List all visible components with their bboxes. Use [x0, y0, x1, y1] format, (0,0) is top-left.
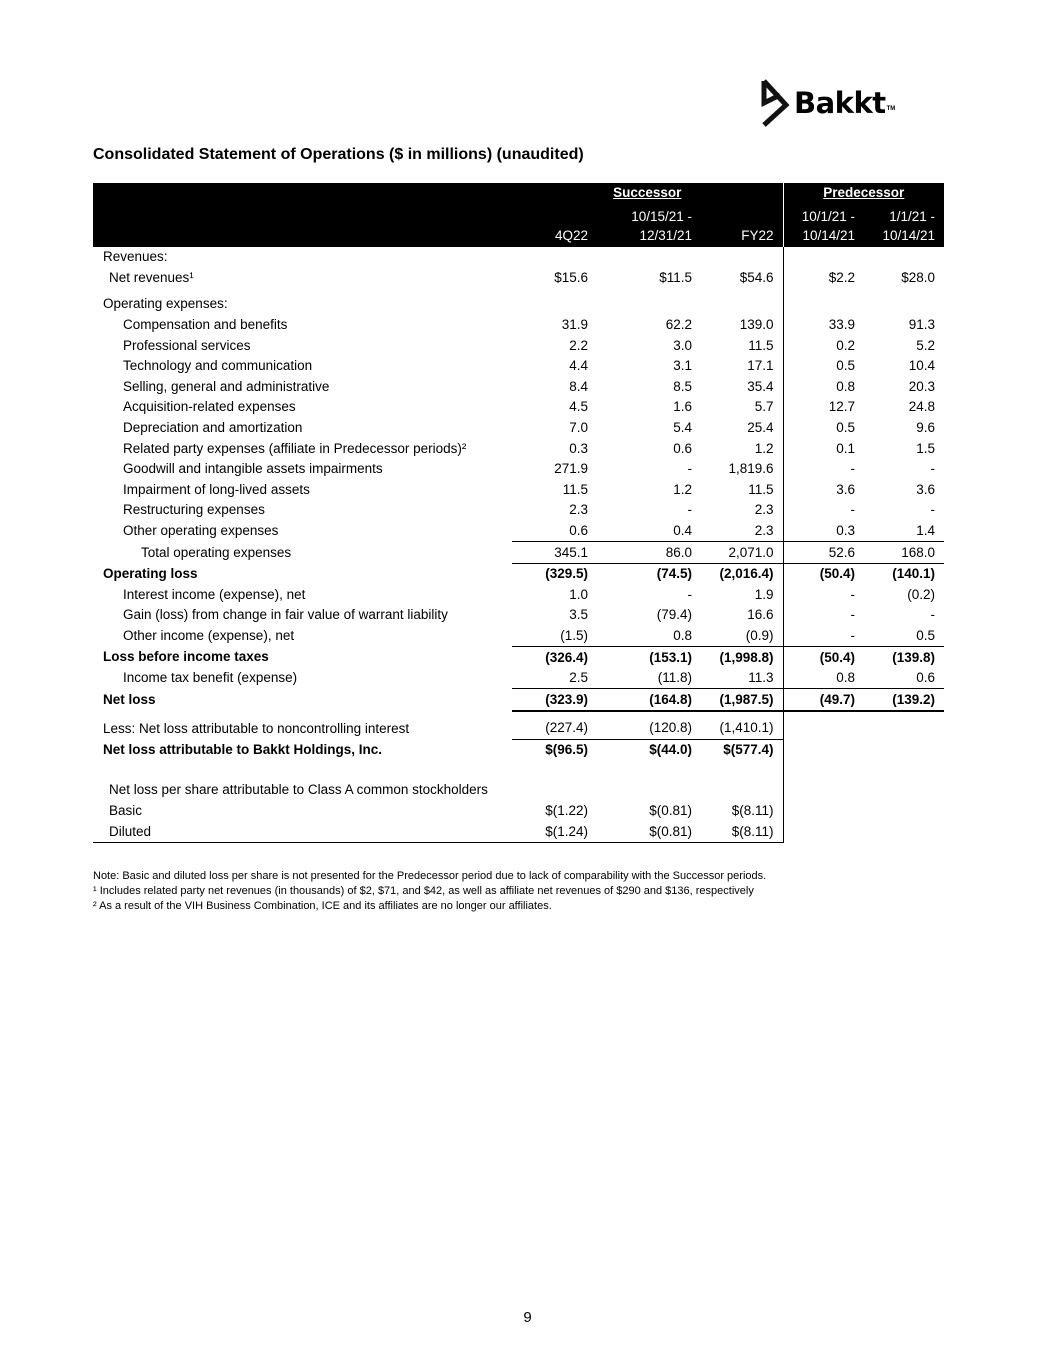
row-label: Less: Net loss attributable to noncontrolling interest [103, 720, 410, 736]
footnote-note: Note: Basic and diluted loss per share is not presented for the Predecessor period due to lack of comparability with the Successor periods. [93, 870, 767, 882]
cell-value: 8.5 [673, 378, 692, 394]
table-row-nci [93, 718, 944, 739]
cell-value: 0.3 [569, 440, 588, 456]
page-title: Consolidated Statement of Operations ($ in millions) (unaudited) [93, 146, 584, 163]
cell-value: $11.5 [659, 269, 692, 285]
table-row-impairment [93, 480, 944, 501]
row-label: Net loss attributable to Bakkt Holdings, Inc. [103, 741, 383, 757]
table-row-net-revenues [93, 268, 944, 289]
table-row-diluted [93, 821, 944, 842]
row-label: Impairment of long-lived assets [123, 481, 310, 497]
statement-of-operations-table [93, 183, 944, 843]
cell-value: 31.9 [561, 317, 588, 333]
cell-value: - [850, 627, 856, 643]
table-row-net-loss-bakkt [93, 739, 944, 760]
cell-value: - [850, 502, 856, 518]
cell-value: - [850, 607, 856, 623]
table-row-related-party [93, 438, 944, 459]
cell-value: $(8.11) [701, 801, 783, 822]
cell-value: 0.6 [569, 523, 588, 539]
cell-value: 91.3 [908, 317, 936, 333]
row-label: Other operating expenses [123, 523, 279, 539]
cell-value: 8.4 [569, 378, 588, 394]
row-label: Professional services [123, 337, 251, 353]
section-label: Operating expenses: [103, 296, 228, 312]
cell-value: (1,987.5) [701, 689, 783, 711]
cell-value: 271.9 [554, 461, 588, 477]
cell-value: 3.5 [569, 607, 588, 623]
cell-value: 17.1 [701, 356, 783, 377]
cell-value: 4.5 [569, 399, 588, 415]
cell-value: (139.8) [864, 647, 944, 668]
cell-value: 20.3 [908, 378, 936, 394]
predecessor-header: Predecessor [783, 183, 944, 203]
row-label: Acquisition-related expenses [123, 399, 296, 415]
col-pred-b: 1/1/21 - 10/14/21 [864, 203, 944, 247]
cell-value: 1.2 [673, 481, 692, 497]
successor-header: Successor [512, 183, 783, 203]
cell-value: 345.1 [512, 542, 597, 564]
cell-value: 5.4 [673, 420, 692, 436]
cell-value: 10.4 [908, 358, 936, 374]
table-row-loss-before-tax [93, 647, 944, 668]
section-row-operating-expenses [93, 294, 944, 315]
cell-value: 0.6 [916, 670, 936, 686]
row-label: Net loss [103, 692, 156, 708]
table-row-acquisition [93, 397, 944, 418]
row-label: Net revenues¹ [109, 269, 194, 285]
row-label: Technology and communication [123, 358, 313, 374]
cell-value: 168.0 [864, 542, 944, 564]
row-label: Depreciation and amortization [123, 420, 303, 436]
cell-value: 24.8 [908, 399, 936, 415]
cell-value: 0.5 [836, 358, 856, 374]
table-row-depreciation [93, 418, 944, 439]
cell-value: (139.2) [864, 689, 944, 711]
cell-value: (74.5) [597, 563, 701, 584]
cell-value: 3.0 [673, 337, 692, 353]
cell-value: 0.1 [836, 440, 856, 456]
row-label: Basic [109, 803, 143, 819]
cell-value: $(1.22) [545, 803, 588, 819]
cell-value: 3.6 [836, 481, 856, 497]
cell-value: 25.4 [701, 418, 783, 439]
cell-value: 3.1 [673, 358, 692, 374]
cell-value: 86.0 [597, 542, 701, 564]
cell-value: 0.5 [916, 627, 936, 643]
row-label: Compensation and benefits [123, 317, 288, 333]
section-row-eps [93, 776, 944, 801]
table-row-net-loss [93, 689, 944, 711]
cell-value: 0.3 [836, 523, 856, 539]
row-label: Income tax benefit (expense) [123, 670, 298, 686]
table-row-basic [93, 801, 944, 822]
cell-value: 5.2 [916, 337, 936, 353]
cell-value: (1,410.1) [701, 718, 783, 739]
section-row-revenues: Revenues: [93, 247, 944, 268]
bakkt-logo [760, 78, 895, 128]
cell-value: $(8.11) [701, 821, 783, 842]
logo-wordmark: Bakkt [794, 86, 886, 120]
cell-value: 1.2 [701, 438, 783, 459]
cell-value: 1,819.6 [701, 459, 783, 480]
cell-value: (0.9) [701, 626, 783, 647]
table-row-other-opex [93, 521, 944, 542]
cell-value: 11.3 [701, 668, 783, 689]
cell-value: $54.6 [701, 268, 783, 289]
cell-value: 11.5 [701, 335, 783, 356]
cell-value: 2.3 [569, 502, 588, 518]
cell-value: (50.4) [783, 563, 864, 584]
cell-value: 0.5 [836, 420, 856, 436]
row-label: Related party expenses (affiliate in Predecessor periods)² [123, 440, 467, 456]
row-label: Goodwill and intangible assets impairments [123, 461, 383, 477]
table-row-other-income [93, 626, 944, 647]
cell-value: 12.7 [828, 399, 856, 415]
cell-value: 0.6 [673, 440, 692, 456]
cell-value: (79.4) [656, 607, 692, 623]
row-label: Total operating expenses [141, 544, 292, 560]
table-row-compensation [93, 315, 944, 336]
cell-value: (1.5) [560, 627, 588, 643]
cell-value: 2.3 [701, 500, 783, 521]
cell-value: 1.6 [673, 399, 692, 415]
cell-value: (326.4) [512, 647, 597, 668]
cell-value: 5.7 [701, 397, 783, 418]
cell-value: (323.9) [512, 689, 597, 711]
cell-value: $(0.81) [649, 803, 692, 819]
cell-value: 35.4 [701, 377, 783, 398]
footnote-1: ¹ Includes related party net revenues (in thousands) of $2, $71, and $42, as well as affiliate net revenues of $290 and $136, respectively [93, 885, 754, 897]
table-row-warrant [93, 605, 944, 626]
table-row-sga [93, 377, 944, 398]
cell-value: $(577.4) [701, 739, 783, 760]
cell-value: 33.9 [828, 317, 856, 333]
cell-value: 0.8 [836, 378, 856, 394]
cell-value: - [687, 461, 692, 477]
cell-value: (11.8) [657, 670, 692, 686]
row-label: Other income (expense), net [123, 628, 295, 644]
cell-value: (164.8) [597, 689, 701, 711]
spacer-row [93, 711, 944, 718]
cell-value: $2.2 [828, 269, 856, 285]
cell-value: 0.8 [836, 670, 856, 686]
table-row-professional [93, 335, 944, 356]
table-row-interest [93, 585, 944, 606]
logo-trademark: TM [886, 106, 896, 112]
cell-value: 2.2 [569, 337, 588, 353]
cell-value: - [850, 461, 856, 477]
header-group-row [93, 183, 944, 203]
cell-value: 139.0 [701, 315, 783, 336]
table-row-tax [93, 668, 944, 689]
col-succ-period: 10/15/21 - 12/31/21 [597, 203, 701, 247]
cell-value: 1.9 [701, 585, 783, 606]
cell-value: - [687, 502, 692, 518]
table-row-operating-loss [93, 563, 944, 584]
cell-value: 7.0 [569, 420, 588, 436]
cell-value: 62.2 [665, 317, 692, 333]
cell-value: (120.8) [649, 720, 692, 736]
cell-value: (50.4) [783, 647, 864, 668]
eps-label: Net loss per share attributable to Class A common stockholders [109, 782, 488, 798]
table-row-total-opex [93, 542, 944, 564]
cell-value: (153.1) [597, 647, 701, 668]
cell-value: - [930, 502, 936, 518]
cell-value: - [930, 607, 936, 623]
cell-value: (140.1) [864, 563, 944, 584]
cell-value: 0.8 [673, 627, 692, 643]
table-row-goodwill [93, 459, 944, 480]
cell-value: 52.6 [783, 542, 864, 564]
cell-value: (329.5) [512, 563, 597, 584]
cell-value: - [930, 461, 936, 477]
cell-value: $(44.0) [597, 739, 701, 760]
cell-value: 4.4 [569, 358, 588, 374]
cell-value: 1.5 [916, 440, 936, 456]
cell-value: 16.6 [701, 605, 783, 626]
row-label: Interest income (expense), net [123, 586, 306, 602]
cell-value: 9.6 [916, 420, 936, 436]
header-period-row [93, 203, 944, 247]
cell-value: (2,016.4) [701, 563, 783, 584]
cell-value: 0.4 [673, 523, 692, 539]
footnotes [93, 869, 766, 914]
cell-value: 0.2 [836, 337, 856, 353]
row-label: Diluted [93, 821, 512, 842]
cell-value: (1,998.8) [701, 647, 783, 668]
row-label: Gain (loss) from change in fair value of warrant liability [123, 607, 448, 623]
row-label: Operating loss [103, 565, 198, 581]
row-label: Selling, general and administrative [123, 378, 330, 394]
cell-value: (0.2) [907, 586, 936, 602]
cell-value: $(96.5) [512, 739, 597, 760]
page-number: 9 [523, 1309, 532, 1326]
cell-value: 2.5 [569, 670, 588, 686]
spacer-row [93, 760, 944, 776]
table-row-restructuring [93, 500, 944, 521]
bakkt-logo-icon [760, 79, 790, 127]
col-4q22: 4Q22 [512, 203, 597, 247]
cell-value: 2,071.0 [701, 542, 783, 564]
cell-value: 11.5 [701, 480, 783, 501]
table-row-technology [93, 356, 944, 377]
cell-value: 2.3 [701, 521, 783, 542]
cell-value: - [850, 586, 856, 602]
row-label: Loss before income taxes [103, 649, 269, 665]
cell-value: (49.7) [783, 689, 864, 711]
cell-value: $28.0 [901, 269, 936, 285]
col-fy22: FY22 [701, 203, 783, 247]
row-label: Restructuring expenses [123, 502, 265, 518]
cell-value: $(1.24) [512, 821, 597, 842]
cell-value: (227.4) [545, 720, 588, 736]
col-pred-a: 10/1/21 - 10/14/21 [783, 203, 864, 247]
cell-value: 11.5 [562, 481, 588, 497]
footnote-2: ² As a result of the VIH Business Combination, ICE and its affiliates are no longer our affiliates. [93, 900, 552, 912]
cell-value: 1.4 [916, 523, 936, 539]
cell-value: - [687, 586, 692, 602]
cell-value: $(0.81) [597, 821, 701, 842]
cell-value: $15.6 [554, 269, 588, 285]
cell-value: 1.0 [569, 586, 588, 602]
cell-value: 3.6 [916, 481, 936, 497]
